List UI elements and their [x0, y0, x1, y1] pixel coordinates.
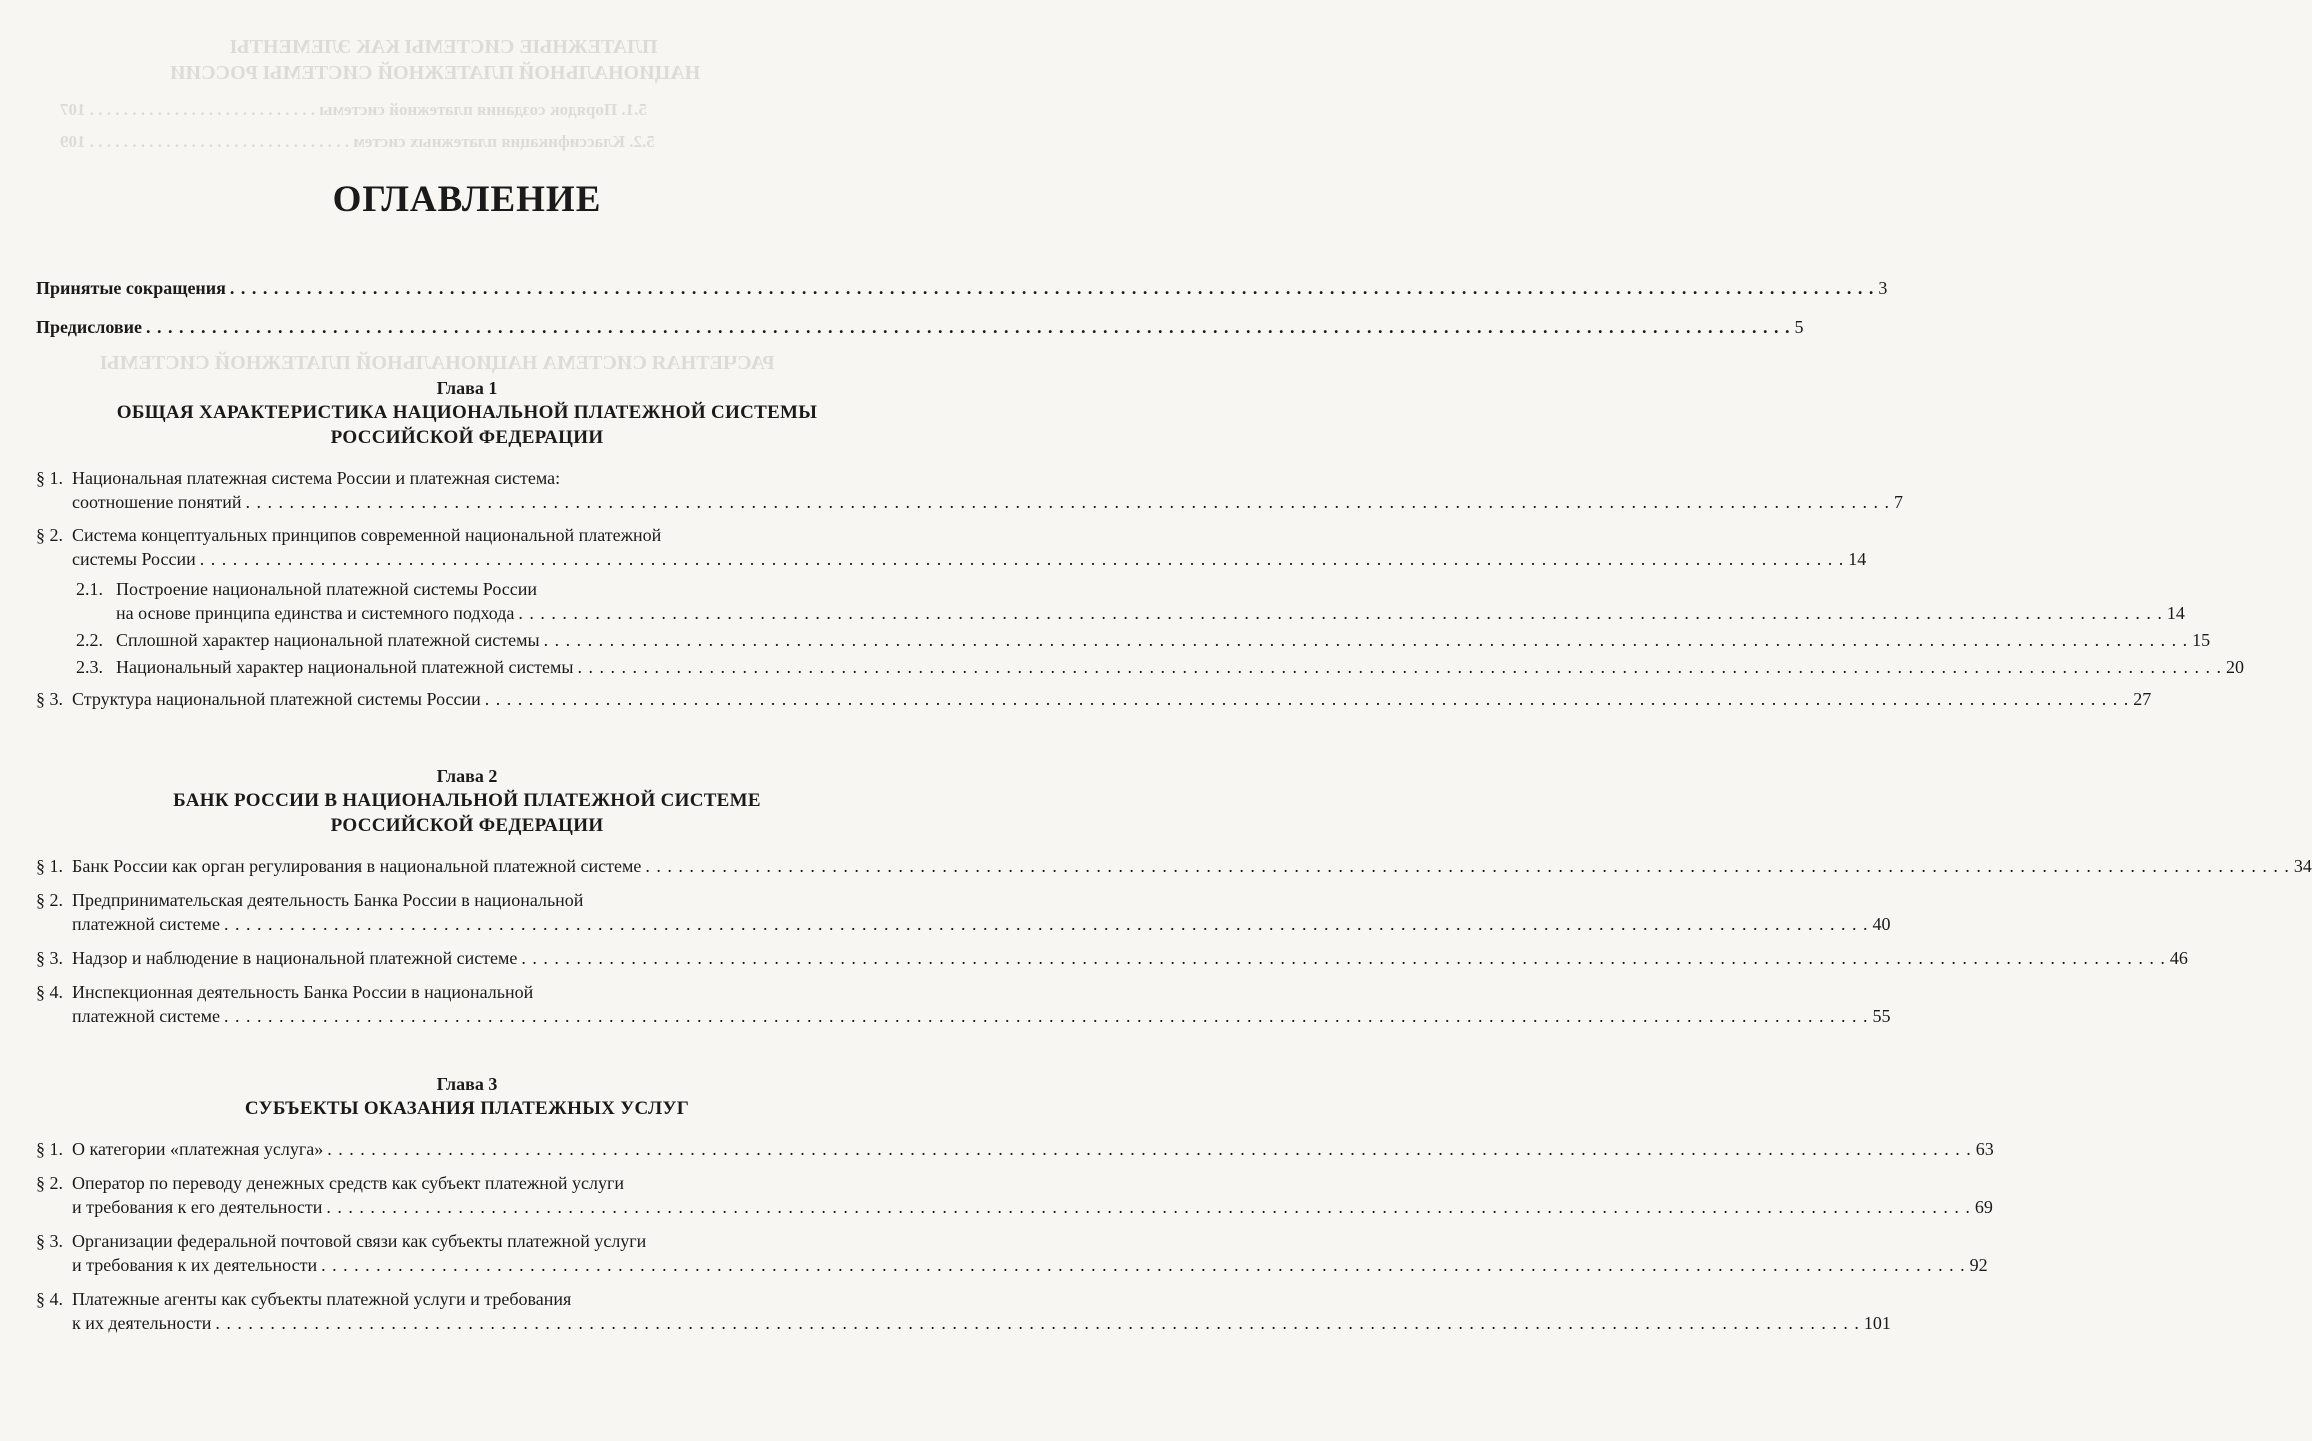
toc-entry[interactable] — [36, 1287, 1891, 1335]
page-title: ОГЛАВЛЕНИЕ — [332, 179, 602, 220]
toc-entry-label: Оператор по переводу денежных средств как субъект платежной услуги — [72, 1173, 625, 1193]
chapter-title: РОССИЙСКОЙ ФЕДЕРАЦИИ — [330, 815, 604, 836]
toc-entry-label: Национальный характер национальной платежной системы — [116, 657, 574, 677]
leader-dots — [327, 1137, 1972, 1161]
section-number: § 3. — [36, 1231, 63, 1251]
section-number: 2.1. — [76, 579, 103, 599]
leader-dots — [246, 490, 1891, 514]
leader-dots — [645, 854, 2290, 878]
page-number: 14 — [2166, 603, 2185, 623]
section-number: § 1. — [36, 856, 63, 876]
toc-entry-label: Инспекционная деятельность Банка России в национальной — [72, 982, 534, 1002]
toc-entry[interactable] — [36, 946, 2188, 970]
chapter-3 — [36, 1072, 1994, 1335]
page-number: 63 — [1975, 1139, 1994, 1159]
leader-dots — [224, 912, 1869, 936]
toc-entry-label: Предпринимательская деятельность Банка России в национальной — [72, 890, 584, 910]
leader-dots — [146, 315, 1791, 339]
section-number: § 2. — [36, 525, 63, 545]
toc-entry-label: Надзор и наблюдение в национальной платежной системе — [72, 948, 518, 968]
chapter-title: БАНК РОССИИ В НАЦИОНАЛЬНОЙ ПЛАТЕЖНОЙ СИСТЕМЕ — [173, 790, 761, 811]
toc-entry-label: Принятые сокращения — [36, 278, 226, 298]
toc-entry-label: Сплошной характер национальной платежной системы — [116, 630, 540, 650]
section-number: 2.2. — [76, 630, 103, 650]
chapter-heading: Глава 1 — [436, 378, 498, 398]
toc-entry-label: Банк России как орган регулирования в национальной платежной системе — [72, 856, 642, 876]
section-number: § 2. — [36, 890, 63, 910]
leader-dots — [518, 601, 2163, 625]
page-number: 7 — [1894, 492, 1904, 512]
leader-dots — [321, 1253, 1966, 1277]
page-number: 5 — [1794, 317, 1804, 337]
bleed-through-text: НАЦИОНАЛЬНОЙ ПЛАТЕЖНОЙ СИСТЕМЫ РОССИИ — [170, 62, 701, 84]
page-number: 14 — [1848, 549, 1867, 569]
toc-entry[interactable] — [36, 888, 1891, 936]
toc-entry-label: системы России — [72, 549, 196, 569]
toc-entry[interactable] — [36, 980, 1891, 1028]
leader-dots — [521, 946, 2166, 970]
section-number: § 1. — [36, 1139, 63, 1159]
toc-entry-label: Организации федеральной почтовой связи как субъекты платежной услуги — [72, 1231, 647, 1251]
toc-entry-label: на основе принципа единства и системного подхода — [116, 603, 515, 623]
section-number: § 1. — [36, 468, 63, 488]
leader-dots — [577, 655, 2222, 679]
leader-dots — [215, 1311, 1860, 1335]
toc-entry-abbreviations[interactable] — [36, 276, 1888, 300]
leader-dots — [224, 1004, 1869, 1028]
chapter-heading: Глава 3 — [436, 1074, 498, 1094]
section-number: § 4. — [36, 1289, 63, 1309]
leader-dots — [544, 628, 2189, 652]
front-matter — [36, 276, 1888, 339]
toc-entry-preface[interactable] — [36, 315, 1804, 339]
toc-entry-label: Предисловие — [36, 317, 142, 337]
page-number: 69 — [1974, 1197, 1993, 1217]
toc-entry-label: и требования к его деятельности — [72, 1197, 323, 1217]
toc-entry[interactable] — [36, 687, 2152, 711]
bleed-through-text: РАСЧЕТНАЯ СИСТЕМА НАЦИОНАЛЬНОЙ ПЛАТЕЖНОЙ СИСТЕМЫ — [100, 352, 775, 374]
page-number: 20 — [2225, 657, 2244, 677]
page-number: 92 — [1969, 1255, 1988, 1275]
toc-entry-label: Платежные агенты как субъекты платежной услуги и требования — [72, 1289, 572, 1309]
toc-entry-label: Структура национальной платежной системы России — [72, 689, 481, 709]
toc-entry-label: Национальная платежная система России и платежная система: — [72, 468, 561, 488]
toc-entry[interactable] — [36, 1137, 1994, 1161]
chapter-title: РОССИЙСКОЙ ФЕДЕРАЦИИ — [330, 427, 604, 448]
bleed-through-text: 5.1. Порядок создания платежной системы . . . . . . . . . . . . . . . . . . . . . . . . . . . 107 — [60, 100, 647, 119]
bleed-through-text: ПЛАТЕЖНЫЕ СИСТЕМЫ КАК ЭЛЕМЕНТЫ — [230, 36, 658, 58]
leader-dots — [485, 687, 2130, 711]
toc-entry[interactable] — [36, 1171, 1993, 1219]
page-number: 101 — [1863, 1313, 1891, 1333]
chapter-heading: Глава 2 — [436, 766, 498, 786]
toc-entry[interactable] — [36, 466, 1904, 514]
toc-subentry[interactable] — [36, 655, 2244, 679]
page-number: 55 — [1872, 1006, 1891, 1026]
chapter-1 — [36, 376, 2244, 711]
page-number: 46 — [2169, 948, 2188, 968]
chapter-title: СУБЪЕКТЫ ОКАЗАНИЯ ПЛАТЕЖНЫХ УСЛУГ — [244, 1098, 690, 1119]
leader-dots — [200, 547, 1845, 571]
chapter-title: ОБЩАЯ ХАРАКТЕРИСТИКА НАЦИОНАЛЬНОЙ ПЛАТЕЖНОЙ СИСТЕМЫ — [116, 402, 818, 423]
toc-entry-label: и требования к их деятельности — [72, 1255, 318, 1275]
toc-subentry[interactable] — [36, 628, 2211, 652]
page-number: 27 — [2133, 689, 2152, 709]
toc-subentry[interactable] — [36, 577, 2185, 625]
page-number: 40 — [1872, 914, 1891, 934]
toc-entry-label: О категории «платежная услуга» — [72, 1139, 324, 1159]
leader-dots — [326, 1195, 1971, 1219]
section-number: § 2. — [36, 1173, 63, 1193]
chapter-2 — [36, 764, 2312, 1028]
toc-page — [36, 0, 2312, 1441]
toc-entry-label: Построение национальной платежной системы России — [116, 579, 538, 599]
toc-entry[interactable] — [36, 854, 2312, 878]
section-number: 2.3. — [76, 657, 103, 677]
toc-entry-label: к их деятельности — [72, 1313, 212, 1333]
page-number: 3 — [1878, 278, 1888, 298]
toc-entry-label: платежной системе — [72, 914, 221, 934]
toc-entry-label: платежной системе — [72, 1006, 221, 1026]
section-number: § 3. — [36, 689, 63, 709]
toc-entry-label: Система концептуальных принципов современной национальной платежной — [72, 525, 662, 545]
page-number: 34 — [2293, 856, 2312, 876]
bleed-through-text: 5.2. Классификация платежных систем . . . . . . . . . . . . . . . . . . . . . . . . . . . . . . . 109 — [60, 132, 655, 151]
section-number: § 4. — [36, 982, 63, 1002]
page-number: 15 — [2192, 630, 2211, 650]
toc-entry-label: соотношение понятий — [72, 492, 242, 512]
section-number: § 3. — [36, 948, 63, 968]
leader-dots — [230, 276, 1875, 300]
toc-entry[interactable] — [36, 1229, 1988, 1277]
toc-entry[interactable] — [36, 523, 1867, 571]
